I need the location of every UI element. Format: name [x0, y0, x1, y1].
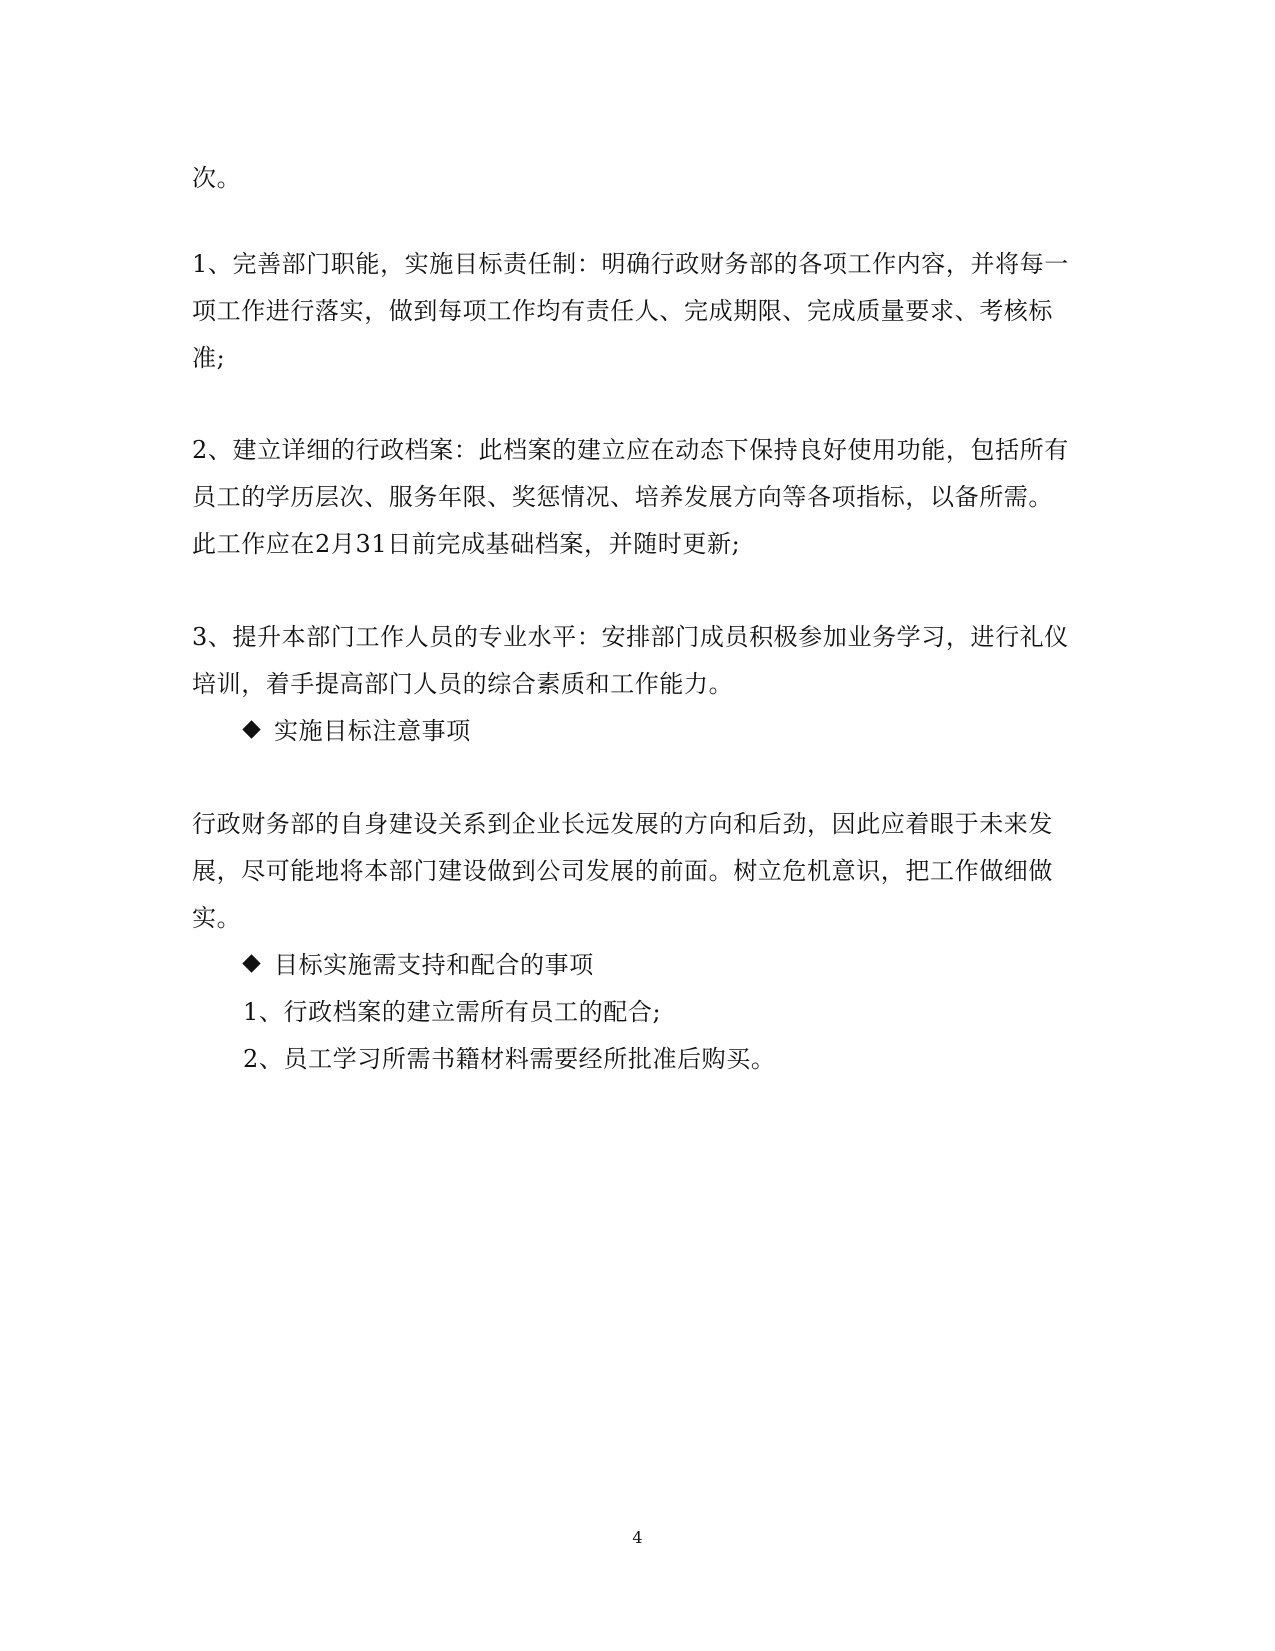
diamond-bullet-icon [242, 954, 260, 972]
paragraph-line: 实。 [192, 904, 242, 932]
paragraph-line: 3、提升本部门工作人员的专业水平：安排部门成员积极参加业务学习，进行礼仪 [192, 623, 1069, 651]
paragraph-line: 行政财务部的自身建设关系到企业长远发展的方向和后劲，因此应着眼于未来发 [192, 810, 1053, 838]
paragraph-line: 此工作应在2月31日前完成基础档案，并随时更新; [192, 530, 741, 558]
paragraph-line: 2、建立详细的行政档案：此档案的建立应在动态下保持良好使用功能，包括所有 [192, 436, 1069, 464]
list-item: 2、员工学习所需书籍材料需要经所批准后购买。 [243, 1045, 776, 1073]
list-item: 1、行政档案的建立需所有员工的配合; [243, 998, 662, 1026]
diamond-bullet-icon [242, 720, 260, 738]
paragraph-line: 项工作进行落实，做到每项工作均有责任人、完成期限、完成质量要求、考核标 [192, 297, 1053, 325]
section-heading-text: 实施目标注意事项 [274, 717, 471, 745]
paragraph-line: 培训，着手提高部门人员的综合素质和工作能力。 [192, 670, 734, 698]
section-heading-text: 目标实施需支持和配合的事项 [274, 951, 594, 979]
paragraph-line: 员工的学历层次、服务年限、奖惩情况、培养发展方向等各项指标，以备所需。 [192, 483, 1053, 511]
paragraph-line: 次。 [192, 164, 242, 192]
section-heading [243, 716, 471, 746]
paragraph-line: 1、完善部门职能，实施目标责任制：明确行政财务部的各项工作内容，并将每一 [192, 250, 1069, 278]
paragraph-line: 展，尽可能地将本部门建设做到公司发展的前面。树立危机意识，把工作做细做 [192, 857, 1053, 885]
paragraph-line: 准; [192, 344, 226, 372]
page-number: 4 [632, 1528, 643, 1547]
section-heading [243, 950, 594, 980]
